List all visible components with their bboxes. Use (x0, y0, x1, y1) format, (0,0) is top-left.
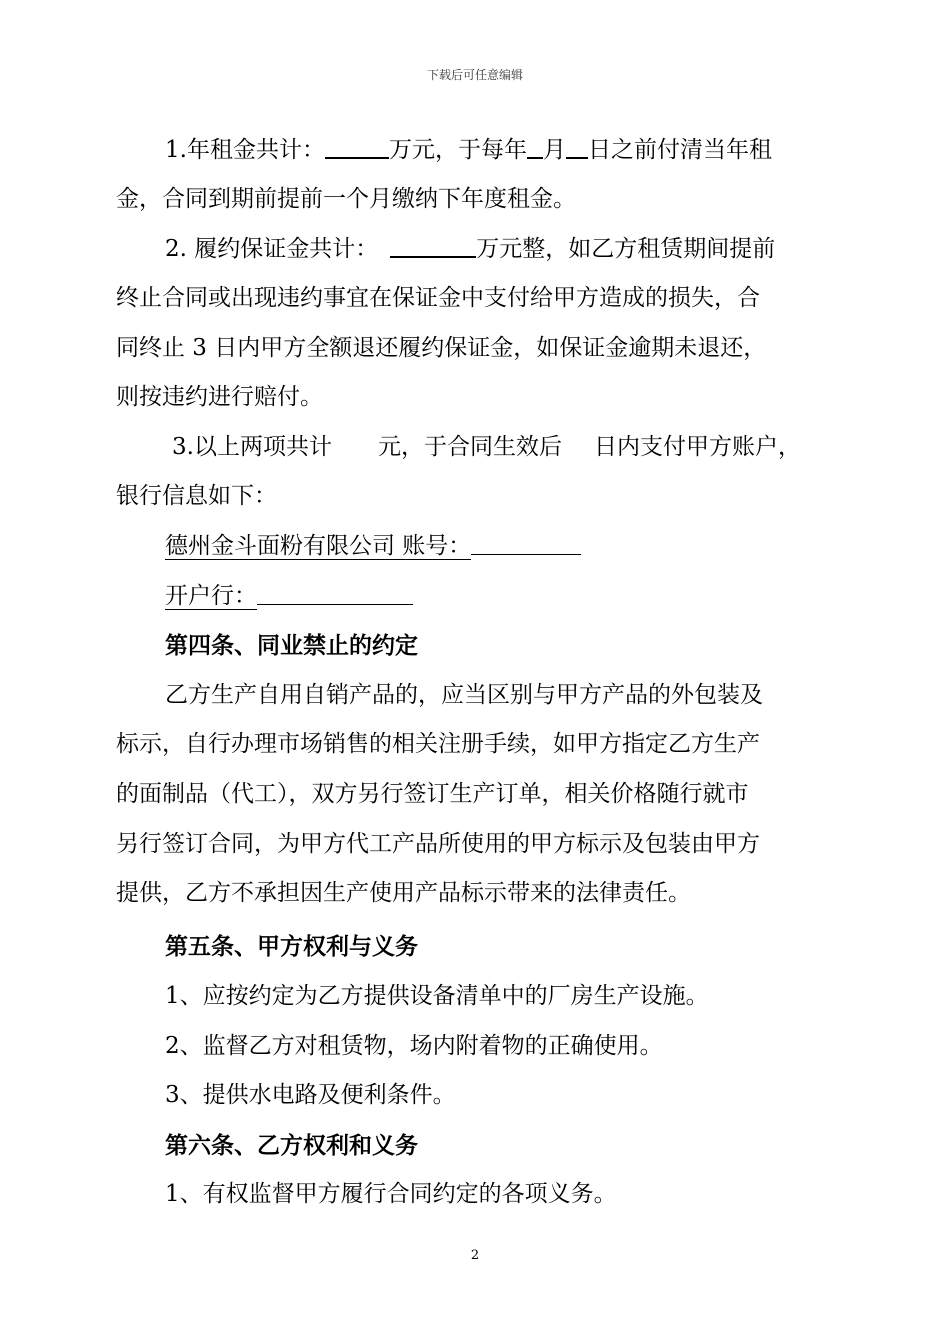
rent-day-text: 日之前付清当年租 (587, 137, 772, 163)
bank-company-text: 德州金斗面粉有限公司 账号： (165, 533, 472, 559)
deposit-line-4: 则按违约进行赔付。 (116, 384, 323, 410)
total-days-text: 日内支付甲方账户， (593, 434, 801, 460)
rent-month-text: 月 (542, 137, 566, 163)
article-5-item: 3、提供水电路及便利条件。 (165, 1082, 456, 1108)
rent-day-blank (566, 135, 588, 159)
deposit-amount-blank (390, 234, 476, 258)
bank-name-line (165, 572, 413, 621)
article-4-line: 标示，自行办理市场销售的相关注册手续，如甲方指定乙方生产 (116, 731, 760, 757)
article-4-line: 另行签订合同，为甲方代工产品所使用的甲方标示及包装由甲方 (116, 831, 760, 857)
article-5-title: 第五条、甲方权利与义务 (165, 933, 418, 960)
total-label: 3.以上两项共计 (172, 434, 332, 460)
article-5-item: 2、监督乙方对租赁物，场内附着物的正确使用。 (165, 1033, 663, 1059)
total-line-1 (172, 423, 801, 472)
deposit-line-2: 终止合同或出现违约事宜在保证金中支付给甲方造成的损失，合 (116, 285, 760, 311)
rent-line-2: 金，合同到期前提前一个月缴纳下年度租金。 (116, 186, 576, 212)
page-number: 2 (470, 1248, 480, 1263)
total-unit-text: 元，于合同生效后 (377, 434, 562, 460)
article-4-line: 的面制品（代工），双方另行签订生产订单，相关价格随行就市 (116, 781, 749, 807)
page-header-note: 下载后可任意编辑 (426, 68, 523, 82)
deposit-unit-text: 万元整，如乙方租赁期间提前 (476, 236, 776, 262)
deposit-line-1 (165, 225, 775, 274)
bank-account-line (165, 522, 581, 571)
total-line-2: 银行信息如下： (116, 483, 277, 509)
article-5-item: 1、应按约定为乙方提供设备清单中的厂房生产设施。 (165, 983, 709, 1009)
deposit-label: 2. 履约保证金共计： (165, 236, 379, 262)
article-4-line: 提供，乙方不承担因生产使用产品标示带来的法律责任。 (116, 880, 691, 906)
account-number-blank (471, 532, 581, 555)
article-6-item: 1、有权监督甲方履行合同约定的各项义务。 (165, 1181, 617, 1207)
rent-amount-blank (325, 135, 389, 159)
article-4-line: 乙方生产自用自销产品的，应当区别与甲方产品的外包装及 (165, 682, 763, 708)
deposit-line-3: 同终止 3 日内甲方全额退还履约保证金，如保证金逾期未退还， (116, 335, 767, 361)
rent-unit-text: 万元，于每年 (388, 137, 527, 163)
article-6-title: 第六条、乙方权利和义务 (165, 1132, 418, 1159)
rent-label: 1.年租金共计： (165, 137, 325, 163)
bank-name-label: 开户行： (165, 583, 257, 609)
article-4-title: 第四条、同业禁止的约定 (165, 632, 418, 659)
rent-line-1 (165, 126, 772, 175)
bank-name-blank (257, 582, 413, 605)
rent-month-blank (527, 135, 543, 159)
